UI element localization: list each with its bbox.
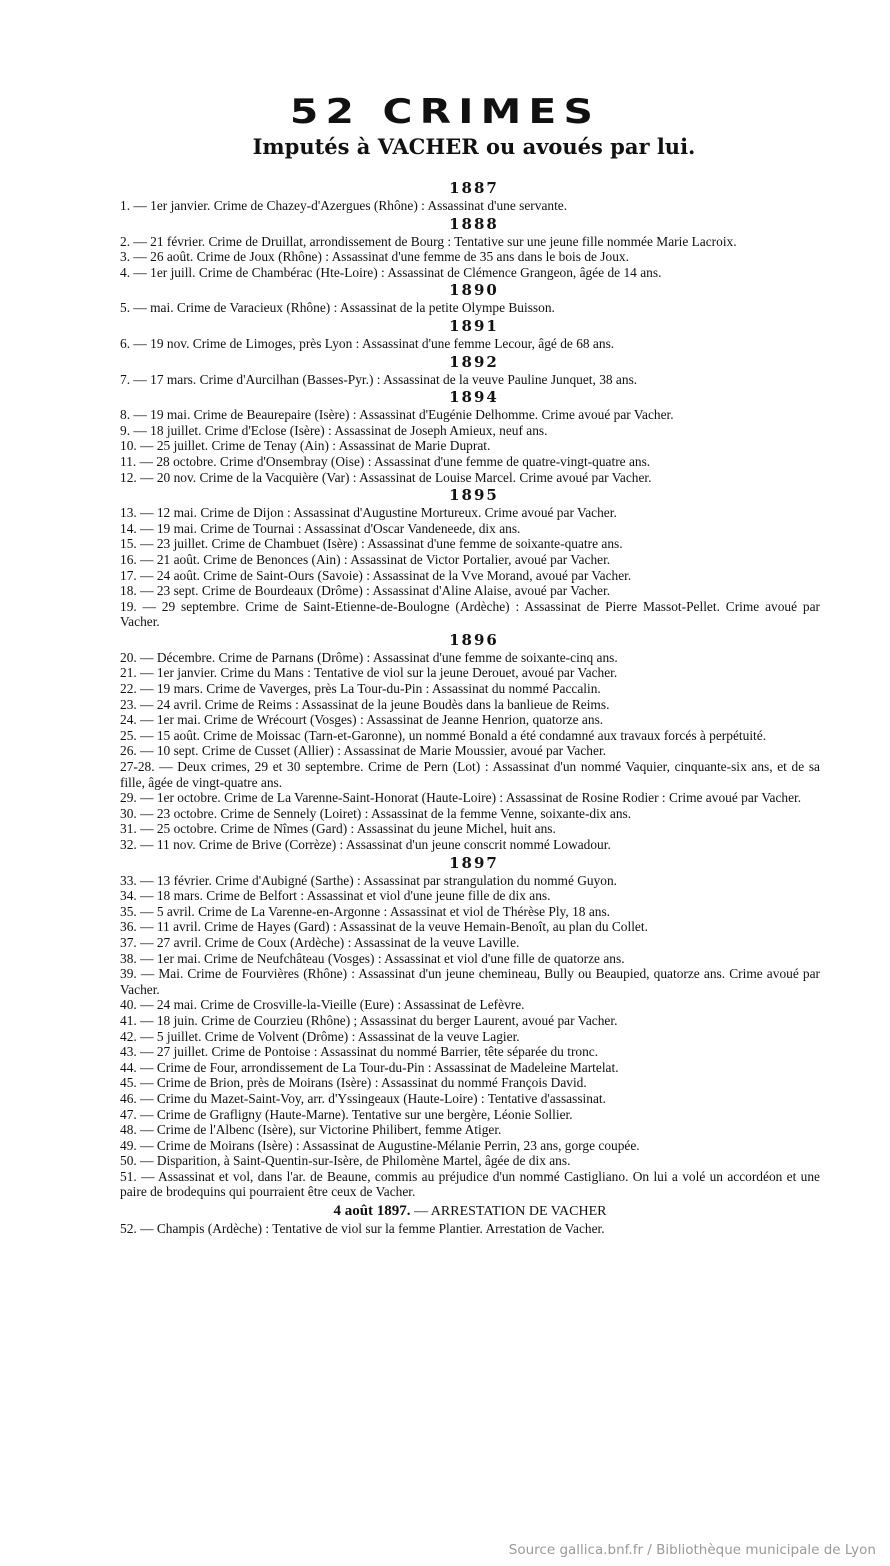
crime-entry: 18. — 23 sept. Crime de Bourdeaux (Drôme) : Assassinat d'Aline Alaise, avoué par Vacher. [120, 583, 611, 599]
crime-entry: 21. — 1er janvier. Crime du Mans : Tentative de viol sur la jeune Derouet, avoué par Vacher. [120, 665, 618, 681]
year-heading-1895: 1895 [449, 486, 499, 505]
arrest-heading [120, 1202, 820, 1221]
crime-entry: 40. — 24 mai. Crime de Crosville-la-Vieille (Eure) : Assassinat de Lefèvre. [120, 997, 525, 1013]
crime-entry: 31. — 25 octobre. Crime de Nîmes (Gard) : Assassinat du jeune Michel, huit ans. [120, 821, 556, 837]
crime-entry: 46. — Crime du Mazet-Saint-Voy, arr. d'Yssingeaux (Haute-Loire) : Tentative d'assassinat. [120, 1090, 606, 1106]
crime-entry: 50. — Disparition, à Saint-Quentin-sur-Isère, de Philomène Martel, âgée de dix ans. [120, 1153, 571, 1169]
crime-entry: 43. — 27 juillet. Crime de Pontoise : Assassinat du nommé Barrier, tête séparée du tronc. [120, 1044, 599, 1060]
crime-entry: 9. — 18 juillet. Crime d'Eclose (Isère) : Assassinat de Joseph Amieux, neuf ans. [120, 422, 548, 438]
crime-entry: 2. — 21 février. Crime de Druillat, arrondissement de Bourg : Tentative sur une jeune fille nommée Marie Lacroix. [120, 233, 737, 249]
page-title: 52 CRIMES [289, 92, 601, 132]
crime-entry: 48. — Crime de l'Albenc (Isère), sur Victorine Philibert, femme Atiger. [120, 1122, 502, 1138]
crime-entry: 19. — 29 septembre. Crime de Saint-Etienne-de-Boulogne (Ardèche) : Assassinat de Pierre Massot-Pellet. Crime avoué par Vacher. [120, 598, 820, 630]
crime-entry: 15. — 23 juillet. Crime de Chambuet (Isère) : Assassinat d'une femme de soixante-quatre ans. [120, 536, 623, 552]
year-heading-1887: 1887 [449, 179, 499, 197]
crime-entry: 41. — 18 juin. Crime de Courzieu (Rhône) ; Assassinat du berger Laurent, avoué par Vacher. [120, 1012, 618, 1028]
year-heading-1896: 1896 [449, 630, 499, 649]
crime-entry: 29. — 1er octobre. Crime de La Varenne-Saint-Honorat (Haute-Loire) : Assassinat de Rosine Rodier : Crime avoué par Vacher. [120, 790, 802, 806]
crime-entry: 12. — 20 nov. Crime de la Vacquière (Var) : Assassinat de Louise Marcel. Crime avoué par Vacher. [120, 469, 652, 485]
crime-entry: 39. — Mai. Crime de Fourvières (Rhône) : Assassinat d'un jeune chemineau, Bully ou Beaupied, quatorze ans. Crime avoué par Vacher. [120, 966, 820, 997]
crime-entry: 45. — Crime de Brion, près de Moirans (Isère) : Assassinat du nommé François David. [120, 1075, 587, 1091]
crime-entry: 23. — 24 avril. Crime de Reims : Assassinat de la jeune Boudès dans la banlieue de Reims. [120, 696, 610, 712]
crime-entry: 24. — 1er mai. Crime de Wrécourt (Vosges) : Assassinat de Jeanne Henrion, quatorze ans. [120, 712, 604, 728]
crime-entry: 34. — 18 mars. Crime de Belfort : Assassinat et viol d'une jeune fille de dix ans. [120, 888, 551, 904]
crime-entry: 7. — 17 mars. Crime d'Aurcilhan (Basses-Pyr.) : Assassinat de la veuve Pauline Junquet, 38 ans. [120, 371, 638, 387]
crime-entry: 5. — mai. Crime de Varacieux (Rhône) : Assassinat de la petite Olympe Buisson. [120, 300, 555, 316]
crime-entry: 14. — 19 mai. Crime de Tournai : Assassinat d'Oscar Vandeneede, dix ans. [120, 520, 521, 536]
crime-entry: 1. — 1er janvier. Crime de Chazey-d'Azergues (Rhône) : Assassinat d'une servante. [120, 198, 568, 213]
crime-entry: 10. — 25 juillet. Crime de Tenay (Ain) : Assassinat de Marie Duprat. [120, 438, 491, 454]
crime-entry: 16. — 21 août. Crime de Benonces (Ain) : Assassinat de Victor Portalier, avoué par Vacher. [120, 551, 611, 567]
crime-entry: 25. — 15 août. Crime de Moissac (Tarn-et-Garonne), un nommé Bonald a été condamné aux travaux forcés à perpétuité. [120, 727, 767, 743]
crime-entry: 44. — Crime de Four, arrondissement de La Tour-du-Pin : Assassinat de Madeleine Martelat. [120, 1059, 619, 1075]
crime-entry: 13. — 12 mai. Crime de Dijon : Assassinat d'Augustine Mortureux. Crime avoué par Vacher. [120, 505, 617, 521]
final-crime-entry: 52. — Champis (Ardèche) : Tentative de viol sur la femme Plantier. Arrestation de Vacher. [120, 1221, 605, 1237]
crime-entry: 42. — 5 juillet. Crime de Volvent (Drôme) : Assassinat de la veuve Lagier. [120, 1028, 520, 1044]
crime-entry: 36. — 11 avril. Crime de Hayes (Gard) : Assassinat de la veuve Hemain-Benoît, au plan du Collet. [120, 919, 648, 935]
crime-entry: 49. — Crime de Moirans (Isère) : Assassinat de Augustine-Mélanie Perrin, 23 ans, gorge coupée. [120, 1137, 640, 1153]
crime-entry: 3. — 26 août. Crime de Joux (Rhône) : Assassinat d'une femme de 35 ans dans le bois de Joux. [120, 249, 629, 265]
crime-entry: 33. — 13 février. Crime d'Aubigné (Sarthe) : Assassinat par strangulation du nommé Guyon. [120, 872, 618, 888]
crime-entry: 37. — 27 avril. Crime de Coux (Ardèche) : Assassinat de la veuve Laville. [120, 934, 520, 950]
arrest-label: — ARRESTATION DE VACHER [414, 1204, 607, 1220]
crime-entry: 51. — Assassinat et vol, dans l'ar. de Beaune, commis au préjudice d'un nommé Castigliano. On lui a volé un accordéon et une paire de brodequins qui pourraient être ceux de Vacher. [120, 1168, 820, 1200]
year-heading-1890: 1890 [449, 281, 499, 300]
crime-entry: 6. — 19 nov. Crime de Limoges, près Lyon : Assassinat d'une femme Lecour, âgé de 68 ans. [120, 335, 615, 351]
crime-entry: 20. — Décembre. Crime de Parnans (Drôme) : Assassinat d'une femme de soixante-cinq ans. [120, 649, 618, 665]
year-heading-1897: 1897 [449, 853, 499, 872]
year-heading-1894: 1894 [449, 388, 499, 407]
source-credit: Source gallica.bnf.fr / Bibliothèque municipale de Lyon [508, 1542, 876, 1558]
crime-entry: 8. — 19 mai. Crime de Beaurepaire (Isère) : Assassinat d'Eugénie Delhomme. Crime avoué par Vacher. [120, 407, 674, 423]
crime-entry: 27-28. — Deux crimes, 29 et 30 septembre. Crime de Pern (Lot) : Assassinat d'un nommé Vaquier, cinquante-six ans, et de sa fille, âgée de vingt-quatre ans. [120, 759, 820, 790]
crime-entry: 11. — 28 octobre. Crime d'Onsembray (Oise) : Assassinat d'une femme de quatre-vingt-quatre ans. [120, 453, 651, 469]
year-heading-1891: 1891 [449, 316, 499, 335]
crime-list [120, 178, 820, 1237]
crime-entry: 35. — 5 avril. Crime de La Varenne-en-Argonne : Assassinat et viol de Thérèse Ply, 18 ans. [120, 903, 611, 919]
crime-entry: 32. — 11 nov. Crime de Brive (Corrèze) : Assassinat d'un jeune conscrit nommé Lowadour. [120, 837, 611, 852]
crime-entry: 26. — 10 sept. Crime de Cusset (Allier) : Assassinat de Marie Moussier, avoué par Vacher. [120, 743, 607, 759]
crime-entry: 22. — 19 mars. Crime de Vaverges, près La Tour-du-Pin : Assassinat du nommé Paccalin. [120, 681, 601, 697]
arrest-date: 4 août 1897. [333, 1203, 411, 1220]
crime-entry: 47. — Crime de Grafligny (Haute-Marne). Tentative sur une bergère, Léonie Sollier. [120, 1106, 573, 1122]
page-subtitle: Imputés à VACHER ou avoués par lui. [252, 134, 696, 159]
crime-entry: 4. — 1er juill. Crime de Chambérac (Hte-Loire) : Assassinat de Clémence Grangeon, âgée de 14 ans. [120, 264, 662, 280]
crime-entry: 38. — 1er mai. Crime de Neufchâteau (Vosges) : Assassinat et viol d'une fille de quatorze ans. [120, 950, 625, 966]
year-heading-1892: 1892 [449, 352, 499, 371]
crime-entry: 17. — 24 août. Crime de Saint-Ours (Savoie) : Assassinat de la Vve Morand, avoué par Vacher. [120, 567, 632, 583]
crime-entry: 30. — 23 octobre. Crime de Sennely (Loiret) : Assassinat de la femme Venne, soixante-dix ans. [120, 805, 632, 821]
year-heading-1888: 1888 [449, 214, 499, 233]
